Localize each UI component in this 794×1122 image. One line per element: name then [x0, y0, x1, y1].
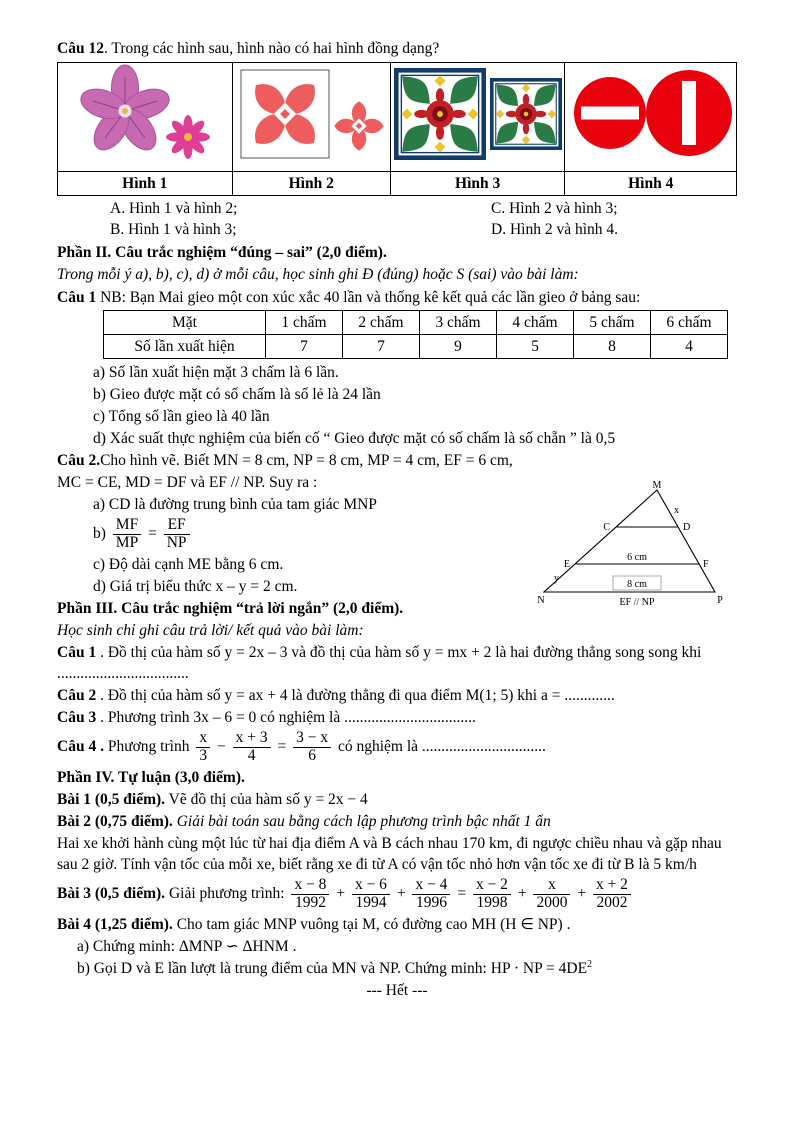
fraction-mf-mp: $\frac{MF}{MP}$	[113, 517, 141, 551]
part2-title: Phần II. Câu trắc nghiệm “đúng – sai” (2,0 điểm).	[57, 244, 387, 262]
x-label: x	[674, 505, 679, 517]
part3-q2-line	[57, 685, 737, 706]
value-cell: 7	[343, 334, 420, 358]
part2-q1-item-b: b) Gieo được mặt có số chấm là số lẻ là 24 lần	[93, 385, 381, 403]
part2-q2-label: Câu 2.	[57, 452, 101, 470]
np-length-label: 8 cm	[627, 579, 647, 591]
header-cell: 3 chấm	[420, 310, 497, 334]
item-a-math: ΔMNP ∽ ΔHNM	[178, 937, 289, 955]
part4-b3-label: Bài 3 (0,5 điểm).	[57, 885, 166, 903]
horizontal-bar	[581, 107, 639, 120]
part2-q1-item-a: a) Số lần xuất hiện mặt 3 chấm là 6 lần.	[93, 363, 339, 381]
options-row-1	[110, 198, 737, 219]
fraction-1: $\frac{x - 8}{1992}$	[291, 877, 329, 911]
value-cell: 9	[420, 334, 497, 358]
header-cell: 5 chấm	[574, 310, 651, 334]
parallel-note-label: EF // NP	[619, 597, 655, 609]
part3-q4-line	[57, 729, 737, 765]
figure-2-label: Hình 2	[232, 172, 390, 196]
road-signs-image	[568, 64, 733, 164]
triangle-diagram	[532, 480, 732, 615]
large-tile-icon	[394, 68, 486, 160]
vertical-bar	[682, 81, 696, 145]
ef-length-label: 6 cm	[627, 552, 647, 564]
fraction-4: $\frac{x - 2}{1998}$	[473, 877, 511, 911]
part4-b3-prefix: Giải phương trình:	[165, 885, 289, 903]
equals-sign: =	[457, 885, 467, 903]
plus-sign: +	[396, 885, 406, 903]
part4-b4-math: (H ∈ NP)	[500, 915, 563, 933]
dice-table-header-row	[104, 310, 728, 334]
flowers-image	[61, 64, 229, 164]
plus-sign: +	[577, 885, 587, 903]
plus-sign: +	[336, 885, 346, 903]
part2-q1-item-d: d) Xác suất thực nghiệm của biến cố “ Gieo được mặt có số chấm là số chẵn ” là 0,5	[93, 430, 616, 448]
part2-q2-item-c: c) Độ dài cạnh ME bằng 6 cm.	[93, 555, 284, 573]
part2-q2-item-d: d) Giá trị biểu thức x – y = 2 cm.	[93, 577, 298, 595]
part4-title-line	[57, 767, 737, 788]
part4-b4-item-b	[57, 958, 737, 979]
part2-q1-label: Câu 1	[57, 288, 97, 306]
small-petal-shape-icon	[335, 101, 384, 150]
part4-b4-label: Bài 4 (1,25 điểm).	[57, 915, 173, 933]
part2-q2-item-a: a) CD là đường trung bình của tam giác MNP	[93, 496, 377, 514]
part2-q2-intro1-line	[57, 450, 737, 471]
part2-instruction: Trong mỗi ý a), b), c), d) ở mỗi câu, học sinh ghi Đ (đúng) hoặc S (sai) vào bài làm:	[57, 266, 579, 284]
figure-image-row	[58, 63, 737, 172]
header-cell: 6 chấm	[651, 310, 728, 334]
y-label: y	[554, 573, 559, 585]
part4-b2-subtitle: Giải bài toán sau bằng cách lập phương trình bậc nhất 1 ẩn	[172, 813, 551, 831]
point-e-label: E	[563, 559, 570, 571]
fraction-3: $\frac{x - 4}{1996}$	[412, 877, 450, 911]
part4-b4-text: Cho tam giác MNP vuông tại M, có đường cao MH	[172, 915, 501, 933]
point-d-label: D	[683, 522, 691, 534]
q12-text: . Trong các hình sau, hình nào có hai hình đồng dạng?	[103, 40, 440, 57]
part3-q4-prefix: Phương trình	[103, 738, 190, 756]
header-cell: 2 chấm	[343, 310, 420, 334]
point-f-label: F	[703, 559, 709, 571]
part4-b2-label: Bài 2 (0,75 điểm).	[57, 813, 173, 831]
minus-sign: −	[216, 738, 226, 756]
fraction-2: $\frac{x - 6}{1994}$	[352, 877, 390, 911]
header-cell: Mặt	[104, 310, 266, 334]
part4-b3-line	[57, 876, 737, 912]
part3-q1-text: . Đồ thị của hàm số y = 2x – 3 và đồ thị của hàm số y = mx + 2 là hai đường thẳng song song khi ..................................	[57, 644, 702, 683]
part3-instruction: Học sinh chỉ ghi câu trả lời/ kết quả vào bài làm:	[57, 622, 364, 640]
small-tile-icon	[490, 78, 562, 150]
figure-2-cell	[232, 63, 390, 172]
q12-label: Câu 12	[57, 40, 104, 57]
part3-q2-text: . Đồ thị của hàm số y = ax + 4 là đường thẳng đi qua điểm M(1; 5) khi a = .............	[96, 687, 615, 705]
item-a-prefix: a) Chứng minh:	[77, 937, 179, 955]
part3-q1-line	[57, 642, 737, 684]
value-cell: 4	[651, 334, 728, 358]
item-b-exponent: 2	[587, 958, 593, 970]
item-b-prefix: b) Gọi D và E lần lượt là trung điểm của MN và NP. Chứng minh:	[77, 960, 491, 978]
part2-q1-item-c: c) Tổng số lần gieo là 40 lần	[93, 407, 270, 425]
ornate-tiles-image	[394, 64, 562, 164]
value-cell: 8	[574, 334, 651, 358]
part2-q1-line	[57, 287, 737, 308]
vertex-p-label: P	[717, 595, 723, 607]
figure-4-label: Hình 4	[565, 172, 737, 196]
part2-q1-text: NB: Bạn Mai gieo một con xúc xắc 40 lần và thống kê kết quả các lần gieo ở bảng sau:	[96, 288, 641, 306]
part4-b1-label: Bài 1 (0,5 điểm).	[57, 790, 166, 808]
part4-b4-tail: .	[562, 915, 571, 933]
part4-title: Phần IV. Tự luận (3,0 điểm).	[57, 768, 245, 786]
part2-q2-intro1: Cho hình vẽ. Biết MN = 8 cm, NP = 8 cm, MP = 4 cm, EF = 6 cm,	[100, 452, 513, 470]
part3-title: Phần III. Câu trắc nghiệm “trả lời ngắn” (2,0 điểm).	[57, 599, 404, 617]
part4-b1-text: Vẽ đồ thị của hàm số y = 2x − 4	[165, 790, 368, 808]
part3-q3-line	[57, 707, 737, 728]
figure-1-label: Hình 1	[58, 172, 233, 196]
part4-b4-line	[57, 914, 737, 935]
part4-b2-body: Hai xe khởi hành cùng một lúc từ hai địa điểm A và B cách nhau 170 km, đi ngược chiều nhau và gặp nhau sau 2 giờ. Tính vận tốc của mỗi xe, biết rằng xe đi từ A có vận tốc nhỏ hơn vận tốc xe đi từ B là 5 km/h	[57, 835, 722, 874]
header-cell: 4 chấm	[497, 310, 574, 334]
part4-b2-line	[57, 811, 737, 832]
plus-sign: +	[517, 885, 527, 903]
part2-q2-intro2: MC = CE, MD = DF và EF // NP. Suy ra :	[57, 474, 318, 492]
dice-table-value-row	[104, 334, 728, 358]
header-cell: 1 chấm	[266, 310, 343, 334]
figure-3-label: Hình 3	[390, 172, 565, 196]
value-cell: Số lần xuất hiện	[104, 334, 266, 358]
option-d: D. Hình 2 và hình 4.	[491, 221, 619, 239]
fraction-x-3: $\frac{x}{3}$	[196, 730, 210, 764]
options-row-2	[110, 219, 737, 240]
fraction-6: $\frac{x + 2}{2002}$	[593, 877, 631, 911]
part3-q4-suffix: có nghiệm là ................................	[337, 738, 546, 756]
part3-q1-label: Câu 1	[57, 644, 97, 662]
item-a-tail: .	[288, 937, 297, 955]
figure-label-row	[58, 172, 737, 196]
figure-1-cell	[58, 63, 233, 172]
small-flower-icon	[166, 115, 210, 159]
option-b: B. Hình 1 và hình 3;	[110, 221, 237, 239]
q12-options	[57, 198, 737, 240]
part3-q3-text: . Phương trình 3x – 6 = 0 có nghiệm là ..................................	[96, 709, 476, 727]
figure-3-cell	[390, 63, 565, 172]
part3-q4-label: Câu 4 .	[57, 738, 104, 756]
fraction-5: $\frac{x}{2000}$	[533, 877, 570, 911]
option-c: C. Hình 2 và hình 3;	[491, 200, 618, 218]
equals-sign: =	[277, 738, 287, 756]
figure-4-cell	[565, 63, 737, 172]
petal-shapes-image	[235, 64, 387, 164]
fraction-ef-np: $\frac{EF}{NP}$	[164, 517, 190, 551]
end-marker: --- Hết ---	[366, 982, 428, 1000]
q12-figure-table	[57, 62, 737, 196]
point-c-label: C	[603, 522, 610, 534]
large-flower-icon	[77, 65, 173, 156]
large-petal-shape-icon	[235, 64, 343, 164]
part3-q3-label: Câu 3	[57, 709, 97, 727]
option-a: A. Hình 1 và hình 2;	[110, 200, 238, 218]
fraction-3x-6: $\frac{3 - x}{6}$	[293, 730, 331, 764]
part4-b4-item-a	[57, 936, 737, 957]
part2-title-line	[57, 242, 737, 263]
value-cell: 7	[266, 334, 343, 358]
fraction-x3-4: $\frac{x + 3}{4}$	[233, 730, 271, 764]
vertex-n-label: N	[537, 595, 545, 607]
vertex-m-label: M	[652, 480, 662, 492]
item-b-math: HP · NP = 4DE	[490, 960, 588, 978]
item-b-prefix: b)	[93, 525, 106, 543]
part3-q2-label: Câu 2	[57, 687, 97, 705]
dice-frequency-table	[103, 310, 728, 359]
value-cell: 5	[497, 334, 574, 358]
part4-b1-line	[57, 789, 737, 810]
question-12-line	[57, 38, 737, 59]
equals-sign: =	[148, 525, 157, 543]
